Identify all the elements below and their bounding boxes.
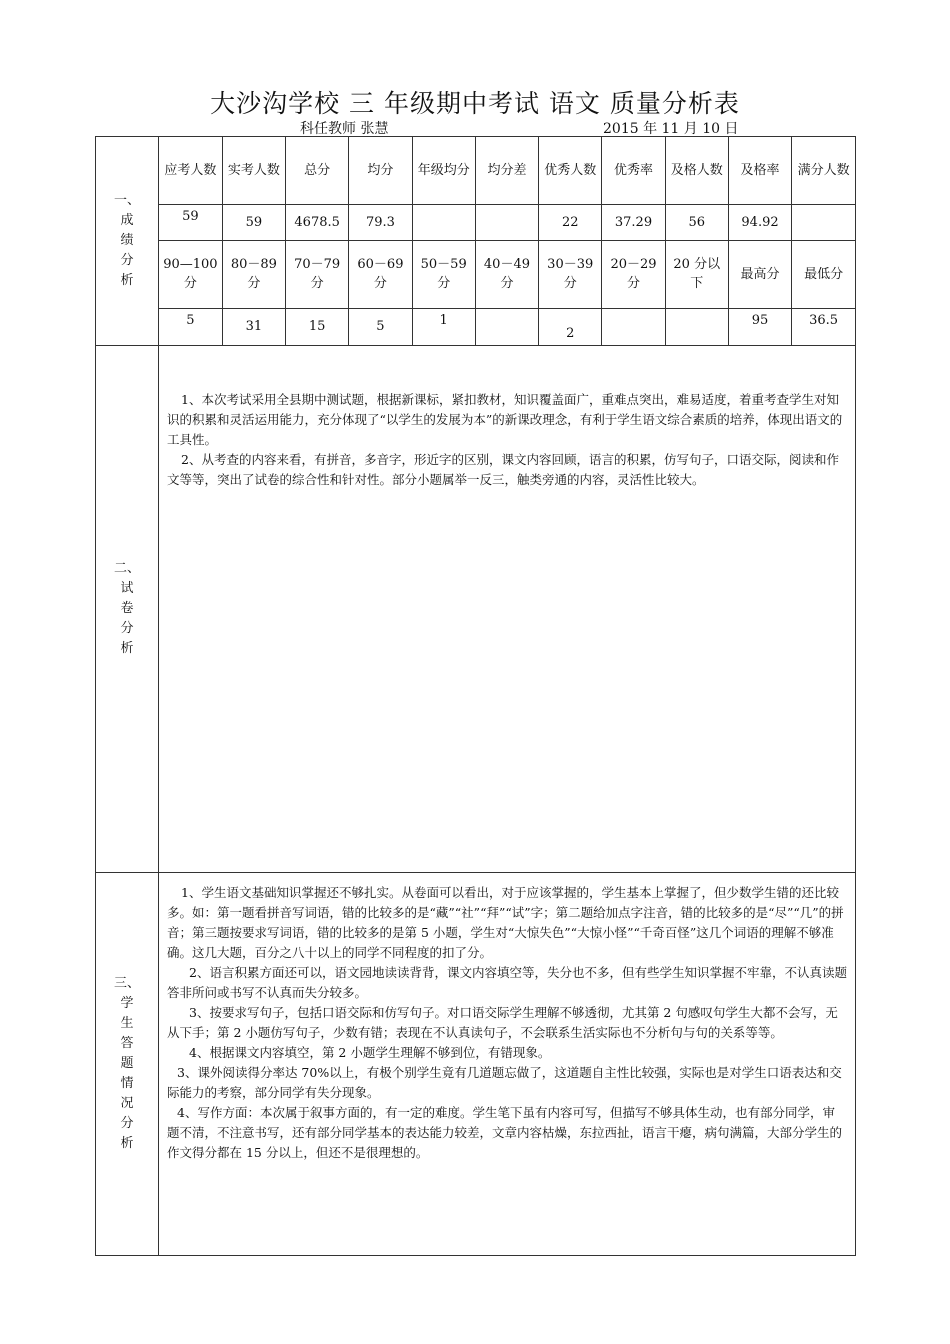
value-cell: [475, 308, 538, 345]
header-cell: 40－49分: [475, 240, 538, 308]
paper-analysis-text: [159, 346, 856, 873]
header-cell: 及格率: [728, 137, 791, 204]
value-cell: [412, 204, 475, 240]
score-grid: [159, 137, 855, 345]
value-cell: 22: [539, 204, 602, 240]
value-cell: 59: [222, 204, 285, 240]
analysis-table: [95, 136, 856, 1256]
table-row: [159, 137, 855, 204]
value-cell: 79.3: [349, 204, 412, 240]
exam-date: 2015 年 11 月 10 日: [603, 121, 739, 137]
value-cell: 31: [222, 308, 285, 345]
header-cell: 80－89分: [222, 240, 285, 308]
section-paper-label: 二、 试 卷 分 析: [96, 346, 159, 873]
paragraph: 2、从考查的内容来看，有拼音，多音字，形近字的区别，课文内容回顾，语言的积累，仿写句子，口语交际，阅读和作文等等，突出了试卷的综合性和针对性。部分小题属举一反三，触类旁通的内容，灵活性比较大。: [167, 452, 839, 487]
value-cell: 94.92: [728, 204, 791, 240]
value-cell: [665, 308, 728, 345]
student-analysis-text: [159, 873, 856, 1256]
header-cell: 年级均分: [412, 137, 475, 204]
table-row: [159, 308, 855, 345]
value-cell: 5: [159, 308, 222, 345]
teacher-label: 科任教师 张慧: [300, 121, 389, 137]
header-cell: 实考人数: [222, 137, 285, 204]
header-cell: 均分: [349, 137, 412, 204]
value-cell: [602, 308, 665, 345]
section-score-label: 一、 成 绩 分 析: [96, 137, 159, 346]
section-student-label: 三、 学 生 答 题 情 况 分 析: [96, 873, 159, 1256]
value-cell: 36.5: [792, 308, 855, 345]
header-cell: 应考人数: [159, 137, 222, 204]
value-cell: 5: [349, 308, 412, 345]
paragraph: 4、根据课文内容填空，第 2 小题学生理解不够到位，有错现象。: [189, 1045, 551, 1060]
header-cell: 30－39分: [539, 240, 602, 308]
value-cell: 59: [159, 204, 222, 240]
value-cell: 2: [539, 308, 602, 345]
table-row: [159, 204, 855, 240]
paragraph: 3、课外阅读得分率达 70%以上，有极个别学生竟有几道题忘做了，这道题自主性比较强，实际也是对学生口语表达和交际能力的考察，部分同学有失分现象。: [167, 1065, 842, 1100]
paragraph: 1、学生语文基础知识掌握还不够扎实。从卷面可以看出，对于应该掌握的，学生基本上掌握了，但少数学生错的还比较多。如：第一题看拼音写词语，错的比较多的是“藏”“社”“拜”“试”字；第二题给加点字注音，错的比较多的是“尽”“几”的拼音；第三题按要求写词语，错的比较多的是第 5 小题，学生对“大惊失色”“大惊小怪”“千奇百怪”这几个词语的理解不够准确。这几大题，百分之八十以上的同学不同程度的扣了分。: [167, 885, 844, 960]
table-row: [159, 240, 855, 308]
paragraph: 4、写作方面：本次属于叙事方面的，有一定的难度。学生笔下虽有内容可写，但描写不够具体生动，也有部分同学，审题不清，不注意书写，还有部分同学基本的表达能力较差，文章内容枯燥，东拉西扯，语言干瘪，病句满篇，大部分学生的作文得分都在 15 分以上，但还不是很理想的。: [167, 1105, 843, 1160]
value-cell: 95: [728, 308, 791, 345]
value-cell: [792, 204, 855, 240]
header-cell: 20 分以下: [665, 240, 728, 308]
header-cell: 最高分: [728, 240, 791, 308]
value-cell: [475, 204, 538, 240]
header-cell: 20－29分: [602, 240, 665, 308]
header-cell: 最低分: [792, 240, 855, 308]
value-cell: 37.29: [602, 204, 665, 240]
value-cell: 4678.5: [286, 204, 349, 240]
page-title: 大沙沟学校 三 年级期中考试 语文 质量分析表: [210, 89, 740, 118]
header-cell: 及格人数: [665, 137, 728, 204]
header-cell: 优秀率: [602, 137, 665, 204]
score-grid-cell: [159, 137, 856, 346]
header-cell: 50－59分: [412, 240, 475, 308]
paragraph: 2、语言积累方面还可以，语文园地读读背背，课文内容填空等，失分也不多，但有些学生知识掌握不牢靠，不认真读题答非所问或书写不认真而失分较多。: [167, 965, 847, 1000]
paragraph: 1、本次考试采用全县期中测试题，根据新课标，紧扣教材，知识覆盖面广，重难点突出，难易适度，着重考查学生对知识的积累和灵活运用能力，充分体现了“以学生的发展为本”的新课改理念，有利于学生语文综合素质的培养，体现出语文的工具性。: [167, 392, 843, 447]
header-cell: 均分差: [475, 137, 538, 204]
value-cell: 1: [412, 308, 475, 345]
header-cell: 优秀人数: [539, 137, 602, 204]
header-cell: 90—100分: [159, 240, 222, 308]
value-cell: 56: [665, 204, 728, 240]
header-cell: 总分: [286, 137, 349, 204]
header-cell: 70－79分: [286, 240, 349, 308]
header-cell: 60－69分: [349, 240, 412, 308]
paragraph: 3、按要求写句子，包括口语交际和仿写句子。对口语交际学生理解不够透彻，尤其第 2 句感叹句学生大都不会写，无从下手；第 2 小题仿写句子，少数有错；表现在不认真读句子，不会联系生活实际也不分析句与句的关系等等。: [167, 1005, 838, 1040]
header-cell: 满分人数: [792, 137, 855, 204]
value-cell: 15: [286, 308, 349, 345]
